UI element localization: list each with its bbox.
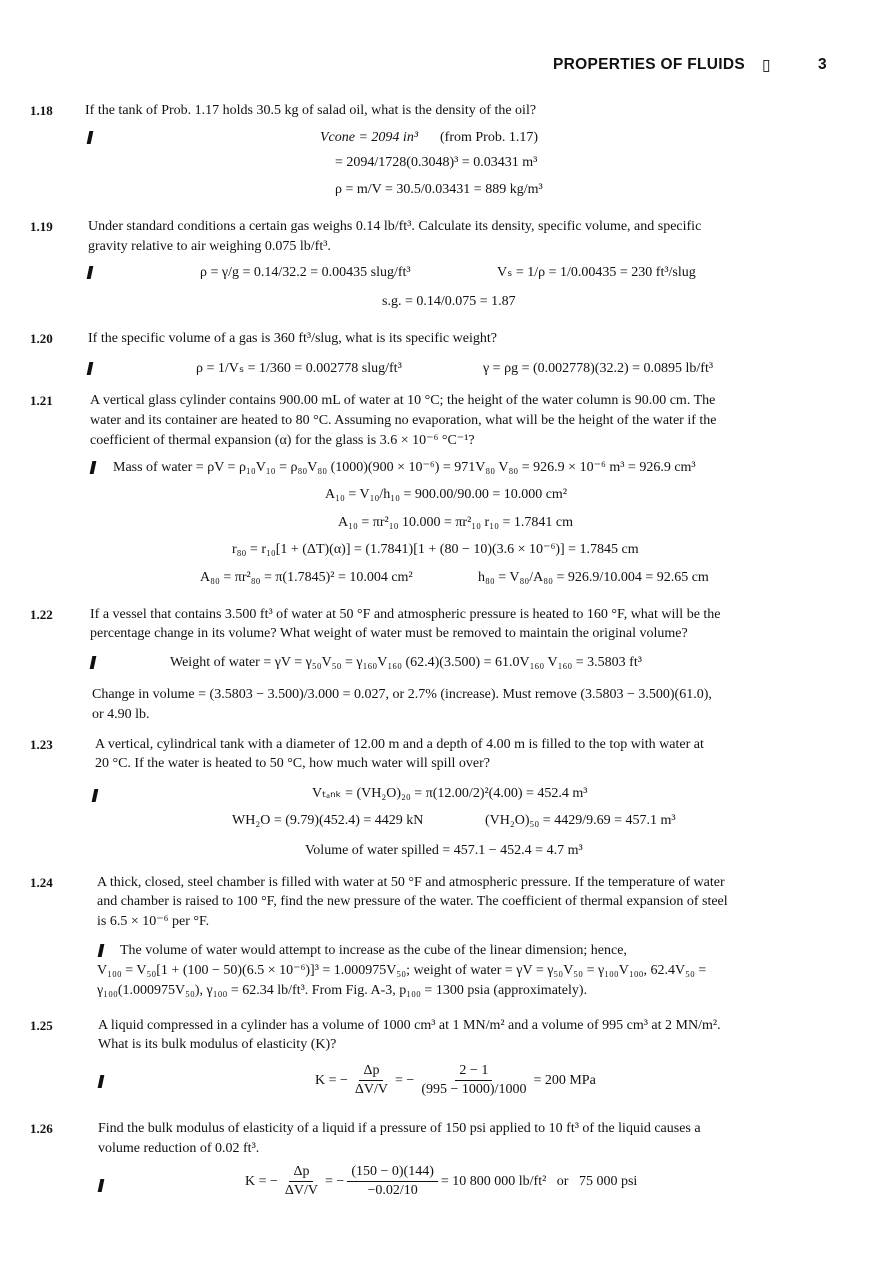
- question-line: volume reduction of 0.02 ft³.: [98, 1141, 260, 1156]
- problem-number: 1.20: [30, 331, 53, 346]
- problem-number: 1.26: [30, 1121, 53, 1136]
- denominator: (995 − 1000)/1000: [421, 1082, 527, 1097]
- solution-line: The volume of water would attempt to increase as the cube of the linear dimension; hence,: [120, 943, 627, 958]
- bulk-modulus-equation: [245, 1163, 637, 1200]
- problem-number: 1.25: [30, 1018, 53, 1033]
- solution-line: Vcone = 2094 in³: [320, 130, 419, 145]
- question-line: Find the bulk modulus of elasticity of a liquid if a pressure of 150 psi applied to 10 ft³ of the liquid causes a: [98, 1121, 701, 1136]
- question-line: What is its bulk modulus of elasticity (K)?: [98, 1037, 337, 1052]
- solution-line: A₈₀ = πr²₈₀ = π(1.7845)² = 10.004 cm²: [200, 570, 413, 585]
- bulk-modulus-equation: [315, 1062, 596, 1099]
- equation-result: = 10 800 000 lb/ft² or 75 000 psi: [440, 1173, 638, 1189]
- denominator: −0.02/10: [367, 1183, 418, 1198]
- problem-number: 1.22: [30, 607, 53, 622]
- numerator: (150 − 0)(144): [347, 1163, 438, 1182]
- numerator: 2 − 1: [455, 1062, 492, 1081]
- solution-line: γ₁₀₀(1.000975V₅₀), γ₁₀₀ = 62.34 lb/ft³. From Fig. A-3, p₁₀₀ = 1300 psia (approximately).: [97, 983, 588, 998]
- problem-number: 1.21: [30, 393, 53, 408]
- solution-line: h₈₀ = V₈₀/A₈₀ = 926.9/10.004 = 92.65 cm: [478, 570, 709, 585]
- equation-lhs: K = −: [245, 1173, 278, 1189]
- solution-line: r₈₀ = r₁₀[1 + (ΔT)(α)] = (1.7841)[1 + (80 − 10)(3.6 × 10⁻⁶)] = 1.7845 cm: [232, 542, 639, 557]
- solution-line: or 4.90 lb.: [92, 707, 150, 722]
- solution-line: = 2094/1728(0.3048)³ = 0.03431 m³: [335, 155, 538, 170]
- question-line: If the tank of Prob. 1.17 holds 30.5 kg of salad oil, what is the density of the oil?: [85, 103, 537, 118]
- solution-marker-icon: [87, 131, 94, 144]
- question-line: coefficient of thermal expansion (α) for the glass is 3.6 × 10⁻⁶ °C⁻¹?: [90, 433, 475, 448]
- solution-line: γ = ρg = (0.002778)(32.2) = 0.0895 lb/ft³: [483, 361, 714, 376]
- page-number: 3: [818, 56, 827, 73]
- problem-number: 1.19: [30, 219, 53, 234]
- problem-number: 1.23: [30, 737, 53, 752]
- equation-result: = 200 MPa: [533, 1072, 596, 1088]
- question-line: A vertical glass cylinder contains 900.00 mL of water at 10 °C; the height of the water column is 90.00 cm. The: [90, 393, 716, 408]
- question-line: water and its container are heated to 80 °C. Assuming no evaporation, what will be the height of the water if the: [90, 413, 717, 428]
- solution-line: Vₛ = 1/ρ = 1/0.00435 = 230 ft³/slug: [497, 265, 696, 280]
- solution-line: s.g. = 0.14/0.075 = 1.87: [382, 294, 516, 309]
- solution-line: (VH₂O)₅₀ = 4429/9.69 = 457.1 m³: [485, 813, 676, 828]
- denominator: ΔV/V: [354, 1082, 389, 1097]
- solution-line: Vₜₐₙₖ = (VH₂O)₂₀ = π(12.00/2)²(4.00) = 452.4 m³: [312, 786, 588, 801]
- fraction: [347, 1163, 438, 1200]
- solution-marker-icon: [90, 461, 97, 474]
- solution-line: Change in volume = (3.5803 − 3.500)/3.000 = 0.027, or 2.7% (increase). Must remove (3.5803 − 3.500)(61.0),: [92, 687, 712, 702]
- solution-line: WH₂O = (9.79)(452.4) = 4429 kN: [232, 813, 424, 828]
- question-line: percentage change in its volume? What weight of water must be removed to maintain the original volume?: [90, 626, 688, 641]
- solution-marker-icon: [98, 1075, 105, 1088]
- question-line: 20 °C. If the water is heated to 50 °C, how much water will spill over?: [95, 756, 490, 771]
- solution-line: ρ = m/V = 30.5/0.03431 = 889 kg/m³: [335, 182, 543, 197]
- equation-lhs: K = −: [315, 1072, 348, 1088]
- fraction: [281, 1163, 322, 1200]
- solution-line: A₁₀ = πr²₁₀ 10.000 = πr²₁₀ r₁₀ = 1.7841 cm: [338, 515, 573, 530]
- question-line: A vertical, cylindrical tank with a diameter of 12.00 m and a depth of 4.00 m is filled to the top with water at: [95, 737, 704, 752]
- question-line: Under standard conditions a certain gas weighs 0.14 lb/ft³. Calculate its density, specific volume, and specific: [88, 219, 702, 234]
- solution-marker-icon: [98, 1179, 105, 1192]
- solution-line: ρ = 1/Vₛ = 1/360 = 0.002778 slug/ft³: [196, 361, 402, 376]
- solution-line: ρ = γ/g = 0.14/32.2 = 0.00435 slug/ft³: [200, 265, 411, 280]
- numerator: Δp: [359, 1062, 383, 1081]
- solution-line: Mass of water = ρV = ρ₁₀V₁₀ = ρ₈₀V₈₀ (1000)(900 × 10⁻⁶) = 971V₈₀ V₈₀ = 926.9 × 10⁻⁶ m³ = 926.9 cm³: [113, 460, 696, 475]
- problem-number: 1.18: [30, 103, 53, 118]
- solution-marker-icon: [87, 362, 94, 375]
- solution-marker-icon: [98, 944, 105, 957]
- question-line: and chamber is raised to 100 °F, find the new pressure of the water. The coefficient of thermal expansion of steel: [97, 894, 728, 909]
- numerator: Δp: [289, 1163, 313, 1182]
- question-line: is 6.5 × 10⁻⁶ per °F.: [97, 914, 210, 929]
- question-line: gravity relative to air weighing 0.075 lb/ft³.: [88, 239, 331, 254]
- open-square-icon: ▯: [762, 57, 771, 74]
- question-line: If the specific volume of a gas is 360 ft³/slug, what is its specific weight?: [88, 331, 497, 346]
- solution-marker-icon: [87, 266, 94, 279]
- solution-marker-icon: [90, 656, 97, 669]
- equation-operator: = −: [395, 1072, 415, 1088]
- fraction: [351, 1062, 392, 1099]
- question-line: A liquid compressed in a cylinder has a volume of 1000 cm³ at 1 MN/m² and a volume of 995 cm³ at 2 MN/m².: [98, 1018, 721, 1033]
- solution-marker-icon: [92, 789, 99, 802]
- solution-line: A₁₀ = V₁₀/h₁₀ = 900.00/90.00 = 10.000 cm²: [325, 487, 568, 502]
- denominator: ΔV/V: [284, 1183, 319, 1198]
- running-header-title: PROPERTIES OF FLUIDS: [553, 56, 746, 73]
- solution-line: V₁₀₀ = V₅₀[1 + (100 − 50)(6.5 × 10⁻⁶)]³ = 1.000975V₅₀; weight of water = γV = γ₅₀V₅₀ = γ₁₀₀V₁₀₀, 62.4V₅₀ =: [97, 963, 707, 978]
- equation-operator: = −: [325, 1173, 345, 1189]
- solution-line: (from Prob. 1.17): [440, 130, 538, 145]
- question-line: A thick, closed, steel chamber is filled with water at 50 °F and atmospheric pressure. If the temperature of water: [97, 875, 725, 890]
- problem-number: 1.24: [30, 875, 53, 890]
- solution-line: Volume of water spilled = 457.1 − 452.4 = 4.7 m³: [305, 843, 583, 858]
- solution-line: Weight of water = γV = γ₅₀V₅₀ = γ₁₆₀V₁₆₀ (62.4)(3.500) = 61.0V₁₆₀ V₁₆₀ = 3.5803 ft³: [170, 655, 642, 670]
- question-line: If a vessel that contains 3.500 ft³ of water at 50 °F and atmospheric pressure is heated to 160 °F, what will be the: [90, 607, 721, 622]
- fraction: [417, 1062, 530, 1099]
